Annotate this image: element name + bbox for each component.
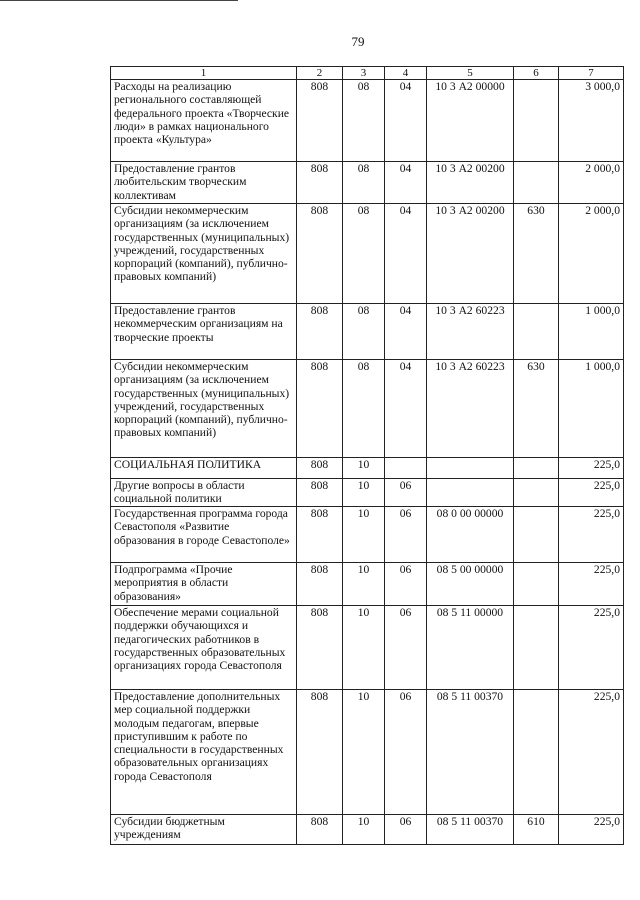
row-amount-cell: 225,0 [559, 815, 624, 845]
row-amount-cell: 225,0 [559, 458, 624, 479]
row-expense-type-cell [514, 507, 559, 563]
column-header-7: 7 [559, 67, 624, 80]
row-subsection-cell: 06 [385, 690, 427, 815]
row-section-cell: 08 [343, 304, 385, 360]
table-row [111, 690, 624, 815]
row-expense-type-cell [514, 563, 559, 606]
row-expense-type-cell: 630 [514, 360, 559, 458]
row-target-article-cell [427, 479, 514, 507]
row-target-article-cell: 10 3 А2 00000 [427, 80, 514, 162]
row-target-article-cell: 10 3 А2 60223 [427, 360, 514, 458]
row-subsection-cell: 06 [385, 479, 427, 507]
row-section-cell: 08 [343, 162, 385, 204]
row-amount-cell: 225,0 [559, 479, 624, 507]
row-target-article-cell: 08 0 00 00000 [427, 507, 514, 563]
row-target-article-cell: 08 5 11 00370 [427, 690, 514, 815]
row-ministry-code-cell: 808 [297, 162, 343, 204]
row-expense-type-cell [514, 458, 559, 479]
row-ministry-code-cell: 808 [297, 563, 343, 606]
row-expense-type-cell [514, 304, 559, 360]
row-section-cell: 08 [343, 204, 385, 304]
row-amount-cell: 225,0 [559, 690, 624, 815]
row-section-cell: 10 [343, 507, 385, 563]
row-target-article-cell: 10 3 А2 60223 [427, 304, 514, 360]
row-name-cell: Расходы на реализацию регионального составляющей федерального проекта «Творческие люди» в рамках национального проекта «Культура» [111, 80, 297, 162]
row-amount-cell: 3 000,0 [559, 80, 624, 162]
row-subsection-cell: 04 [385, 162, 427, 204]
column-header-2: 2 [297, 67, 343, 80]
row-ministry-code-cell: 808 [297, 360, 343, 458]
row-name-cell: Субсидии бюджетным учреждениям [111, 815, 297, 845]
row-ministry-code-cell: 808 [297, 606, 343, 690]
row-name-cell: Субсидии некоммерческим организациям (за исключением государственных (муниципальных) учреждений, государственных корпораций (компаний), публично-правовых компаний) [111, 204, 297, 304]
row-target-article-cell [427, 458, 514, 479]
row-ministry-code-cell: 808 [297, 458, 343, 479]
row-subsection-cell: 06 [385, 563, 427, 606]
row-name-cell: Предоставление дополнительных мер социальной поддержки молодым педагогам, впервые приступившим к работе по специальности в государственных образовательных организациях города Севастополя [111, 690, 297, 815]
row-subsection-cell: 04 [385, 204, 427, 304]
row-amount-cell: 1 000,0 [559, 304, 624, 360]
row-expense-type-cell [514, 690, 559, 815]
row-section-cell: 10 [343, 815, 385, 845]
row-section-cell: 10 [343, 606, 385, 690]
row-amount-cell: 1 000,0 [559, 360, 624, 458]
row-ministry-code-cell: 808 [297, 304, 343, 360]
table-row [111, 360, 624, 458]
column-header-6: 6 [514, 67, 559, 80]
table-row [111, 815, 624, 845]
table-row [111, 479, 624, 507]
row-subsection-cell: 04 [385, 80, 427, 162]
table-row [111, 507, 624, 563]
row-target-article-cell: 08 5 11 00000 [427, 606, 514, 690]
table-row [111, 162, 624, 204]
table-row [111, 563, 624, 606]
row-name-cell: Субсидии некоммерческим организациям (за исключением государственных (муниципальных) учреждений, государственных корпораций (компаний), публично-правовых компаний) [111, 360, 297, 458]
row-section-cell: 08 [343, 80, 385, 162]
row-section-cell: 08 [343, 360, 385, 458]
row-subsection-cell: 06 [385, 815, 427, 845]
row-target-article-cell: 10 3 А2 00200 [427, 204, 514, 304]
row-section-cell: 10 [343, 479, 385, 507]
column-header-5: 5 [427, 67, 514, 80]
row-subsection-cell: 06 [385, 507, 427, 563]
table-row [111, 606, 624, 690]
column-header-4: 4 [385, 67, 427, 80]
page-number: 79 [351, 34, 365, 49]
row-expense-type-cell [514, 479, 559, 507]
row-expense-type-cell: 630 [514, 204, 559, 304]
table-row [111, 80, 624, 162]
row-ministry-code-cell: 808 [297, 204, 343, 304]
top-rule [0, 0, 238, 2]
row-ministry-code-cell: 808 [297, 815, 343, 845]
row-name-cell: Другие вопросы в области социальной политики [111, 479, 297, 507]
row-section-cell: 10 [343, 690, 385, 815]
row-ministry-code-cell: 808 [297, 80, 343, 162]
column-header-3: 3 [343, 67, 385, 80]
row-subsection-cell: 04 [385, 304, 427, 360]
column-header-1: 1 [111, 67, 297, 80]
row-target-article-cell: 08 5 11 00370 [427, 815, 514, 845]
row-amount-cell: 2 000,0 [559, 162, 624, 204]
row-name-cell: Обеспечение мерами социальной поддержки обучающихся и педагогических работников в государственных образовательных организациях города Севастополя [111, 606, 297, 690]
row-ministry-code-cell: 808 [297, 507, 343, 563]
row-expense-type-cell: 610 [514, 815, 559, 845]
table-row [111, 204, 624, 304]
row-target-article-cell: 10 3 А2 00200 [427, 162, 514, 204]
budget-table [110, 66, 624, 845]
row-amount-cell: 225,0 [559, 563, 624, 606]
row-expense-type-cell [514, 162, 559, 204]
row-name-cell: СОЦИАЛЬНАЯ ПОЛИТИКА [111, 458, 297, 479]
row-subsection-cell [385, 458, 427, 479]
row-name-cell: Предоставление грантов любительским творческим коллективам [111, 162, 297, 204]
table-row [111, 458, 624, 479]
row-ministry-code-cell: 808 [297, 479, 343, 507]
row-target-article-cell: 08 5 00 00000 [427, 563, 514, 606]
row-name-cell: Подпрограмма «Прочие мероприятия в области образования» [111, 563, 297, 606]
row-section-cell: 10 [343, 563, 385, 606]
row-subsection-cell: 04 [385, 360, 427, 458]
row-subsection-cell: 06 [385, 606, 427, 690]
row-name-cell: Государственная программа города Севастополя «Развитие образования в городе Севастополе» [111, 507, 297, 563]
table-row [111, 304, 624, 360]
row-expense-type-cell [514, 606, 559, 690]
row-amount-cell: 225,0 [559, 606, 624, 690]
row-expense-type-cell [514, 80, 559, 162]
row-amount-cell: 225,0 [559, 507, 624, 563]
header-row [111, 67, 624, 80]
row-name-cell: Предоставление грантов некоммерческим организациям на творческие проекты [111, 304, 297, 360]
row-ministry-code-cell: 808 [297, 690, 343, 815]
table-body [111, 80, 624, 845]
row-section-cell: 10 [343, 458, 385, 479]
row-amount-cell: 2 000,0 [559, 204, 624, 304]
